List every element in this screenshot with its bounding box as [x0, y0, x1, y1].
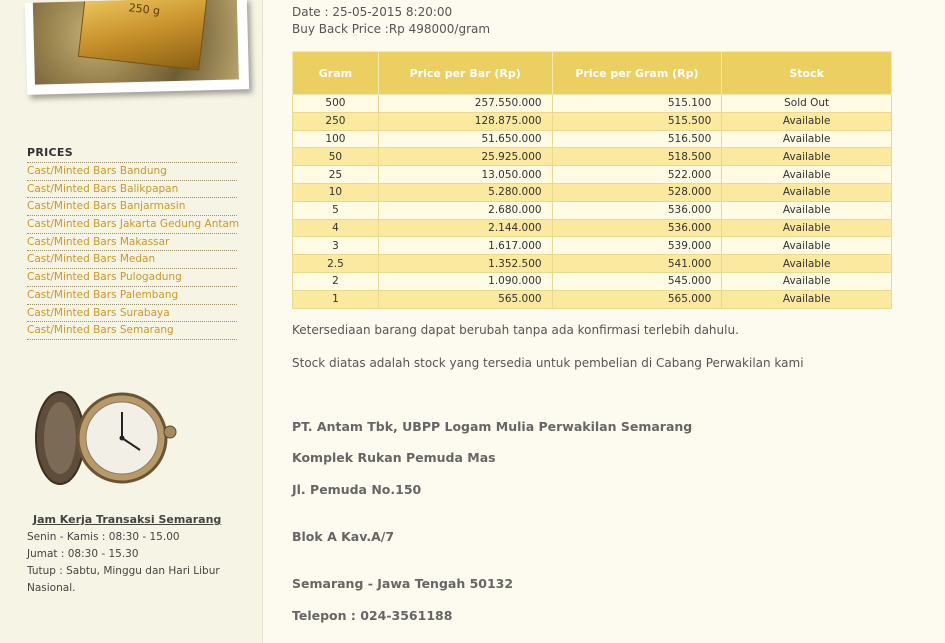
buyback-price: Buy Back Price :Rp 498000/gram — [292, 22, 491, 36]
cell-price-per-bar: 2.144.000 — [378, 219, 552, 237]
hours-friday: Jumat : 08:30 - 15.30 — [27, 548, 139, 560]
cell-price-per-gram: 522.000 — [552, 166, 722, 184]
cell-gram: 2 — [293, 272, 379, 290]
cell-gram: 1 — [293, 290, 379, 308]
cell-price-per-gram: 565.000 — [552, 290, 722, 308]
cell-price-per-gram: 539.000 — [552, 237, 722, 255]
cell-price-per-gram: 536.000 — [552, 219, 722, 237]
cell-price-per-gram: 541.000 — [552, 255, 722, 273]
cell-gram: 10 — [293, 183, 379, 201]
cell-price-per-bar: 1.352.500 — [378, 255, 552, 273]
cell-gram: 500 — [293, 95, 379, 113]
price-date: Date : 25-05-2015 8:20:00 — [292, 5, 453, 19]
hours-mon-thu: Senin - Kamis : 08:30 - 15.00 — [27, 531, 180, 543]
cell-stock: Available — [722, 148, 892, 166]
cell-stock: Available — [722, 166, 892, 184]
table-row — [293, 95, 892, 113]
table-row — [293, 219, 892, 237]
price-link-pulogadung[interactable]: Cast/Minted Bars Pulogadung — [27, 268, 237, 286]
cell-price-per-bar: 25.925.000 — [378, 148, 552, 166]
cell-price-per-gram: 545.000 — [552, 272, 722, 290]
price-link-jakarta[interactable]: Cast/Minted Bars Jakarta Gedung Antam — [27, 215, 237, 233]
cell-price-per-gram: 515.100 — [552, 95, 722, 113]
table-row — [293, 112, 892, 130]
cell-stock: Available — [722, 237, 892, 255]
cell-gram: 50 — [293, 148, 379, 166]
cell-stock: Available — [722, 255, 892, 273]
col-header-price-per-gram: Price per Gram (Rp) — [552, 52, 722, 95]
cell-stock: Sold Out — [722, 95, 892, 113]
gold-bar-photo — [33, 0, 239, 85]
price-link-medan[interactable]: Cast/Minted Bars Medan — [27, 250, 237, 268]
price-link-bandung[interactable]: Cast/Minted Bars Bandung — [27, 162, 237, 180]
cell-stock: Available — [722, 183, 892, 201]
cell-price-per-bar: 13.050.000 — [378, 166, 552, 184]
cell-price-per-gram: 516.500 — [552, 130, 722, 148]
sidebar — [0, 0, 263, 643]
price-link-semarang[interactable]: Cast/Minted Bars Semarang — [27, 321, 237, 340]
cell-price-per-gram: 515.500 — [552, 112, 722, 130]
address-city: Semarang - Jawa Tengah 50132 — [292, 576, 514, 591]
col-header-gram: Gram — [293, 52, 379, 95]
table-row — [293, 130, 892, 148]
cell-stock: Available — [722, 290, 892, 308]
table-row — [293, 183, 892, 201]
cell-price-per-bar: 5.280.000 — [378, 183, 552, 201]
prices-heading: PRICES — [27, 146, 73, 159]
cell-price-per-bar: 1.617.000 — [378, 237, 552, 255]
cell-price-per-bar: 128.875.000 — [378, 112, 552, 130]
col-header-stock: Stock — [722, 52, 892, 95]
price-link-palembang[interactable]: Cast/Minted Bars Palembang — [27, 286, 237, 304]
table-row — [293, 237, 892, 255]
pocket-watch-icon — [30, 388, 180, 488]
cell-stock: Available — [722, 201, 892, 219]
cell-price-per-bar: 565.000 — [378, 290, 552, 308]
price-links-list — [27, 162, 240, 340]
cell-price-per-bar: 2.680.000 — [378, 201, 552, 219]
cell-price-per-gram: 536.000 — [552, 201, 722, 219]
cell-gram: 5 — [293, 201, 379, 219]
cell-gram: 3 — [293, 237, 379, 255]
table-row — [293, 148, 892, 166]
stock-note: Stock diatas adalah stock yang tersedia untuk pembelian di Cabang Perwakilan kami — [292, 356, 804, 370]
cell-gram: 250 — [293, 112, 379, 130]
price-link-makassar[interactable]: Cast/Minted Bars Makassar — [27, 233, 237, 251]
cell-gram: 4 — [293, 219, 379, 237]
cell-stock: Available — [722, 130, 892, 148]
gold-bar-photo-frame — [25, 0, 249, 95]
address-street: Jl. Pemuda No.150 — [292, 482, 422, 497]
address-company: PT. Antam Tbk, UBPP Logam Mulia Perwakilan Semarang — [292, 419, 693, 434]
cell-price-per-bar: 257.550.000 — [378, 95, 552, 113]
table-row — [293, 255, 892, 273]
cell-price-per-gram: 528.000 — [552, 183, 722, 201]
cell-gram: 25 — [293, 166, 379, 184]
cell-gram: 100 — [293, 130, 379, 148]
price-link-balikpapan[interactable]: Cast/Minted Bars Balikpapan — [27, 180, 237, 198]
table-row — [293, 290, 892, 308]
col-header-price-per-bar: Price per Bar (Rp) — [378, 52, 552, 95]
cell-stock: Available — [722, 112, 892, 130]
hours-closed-cont: Nasional. — [27, 582, 76, 594]
address-phone: Telepon : 024-3561188 — [292, 608, 453, 623]
table-row — [293, 201, 892, 219]
availability-note: Ketersediaan barang dapat berubah tanpa ada konfirmasi terlebih dahulu. — [292, 323, 739, 337]
price-link-banjarmasin[interactable]: Cast/Minted Bars Banjarmasin — [27, 197, 237, 215]
table-row — [293, 166, 892, 184]
cell-stock: Available — [722, 272, 892, 290]
table-header-row — [293, 52, 892, 95]
price-link-surabaya[interactable]: Cast/Minted Bars Surabaya — [27, 304, 237, 322]
table-row — [293, 272, 892, 290]
gold-bar-image — [78, 0, 207, 71]
address-block: Blok A Kav.A/7 — [292, 529, 395, 544]
gold-price-table — [292, 51, 892, 309]
table-body — [293, 95, 892, 309]
working-hours-title: Jam Kerja Transaksi Semarang — [33, 513, 222, 526]
cell-price-per-bar: 51.650.000 — [378, 130, 552, 148]
hours-closed: Tutup : Sabtu, Minggu dan Hari Libur — [27, 565, 220, 577]
address-complex: Komplek Rukan Pemuda Mas — [292, 450, 496, 465]
gold-bar-engraving: 250 g — [127, 1, 161, 18]
cell-stock: Available — [722, 219, 892, 237]
cell-gram: 2.5 — [293, 255, 379, 273]
cell-price-per-bar: 1.090.000 — [378, 272, 552, 290]
cell-price-per-gram: 518.500 — [552, 148, 722, 166]
